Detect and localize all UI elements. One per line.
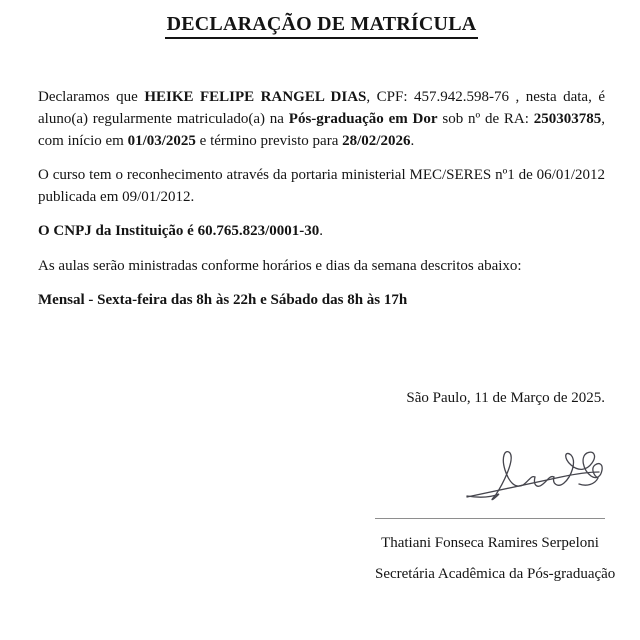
student-name: HEIKE FELIPE RANGEL DIAS xyxy=(144,89,367,105)
intro-line-1 xyxy=(38,86,605,108)
cpf-value: 457.942.598-76 xyxy=(414,89,510,105)
schedule-paragraph: Mensal - Sexta-feira das 8h às 22h e Sábado das 8h às 17h xyxy=(38,292,408,308)
text-run: , nesta data, é xyxy=(509,89,605,105)
signatory-role: Secretária Acadêmica da Pós-graduação xyxy=(375,566,616,582)
cnpj-paragraph xyxy=(38,220,605,242)
text-run: Declaramos que xyxy=(38,89,145,105)
text-run: e término previsto para xyxy=(195,133,343,149)
text-run: com início em xyxy=(38,133,128,149)
cnpj-value: O CNPJ da Instituição é 60.765.823/0001-30 xyxy=(38,223,320,239)
start-date: 01/03/2025 xyxy=(127,133,196,149)
text-run: aluno(a) regularmente matriculado(a) na xyxy=(38,111,289,127)
document-title xyxy=(38,12,605,39)
handwritten-signature-icon xyxy=(465,448,605,503)
course-name: Pós-graduação em Dor xyxy=(288,111,438,127)
text-run: , xyxy=(601,111,605,127)
text-run: , CPF: xyxy=(366,89,415,105)
signature-block xyxy=(375,448,616,585)
recognition-paragraph xyxy=(38,164,605,208)
document-title-text: DECLARAÇÃO DE MATRÍCULA xyxy=(165,12,479,39)
text-run: . xyxy=(319,223,323,239)
schedule-note-paragraph: As aulas serão ministradas conforme horários e dias da semana descritos abaixo: xyxy=(38,258,522,274)
intro-line-3 xyxy=(38,130,605,152)
text-run: . xyxy=(410,133,415,149)
signature-line xyxy=(375,518,605,519)
date-line: São Paulo, 11 de Março de 2025. xyxy=(406,390,605,406)
end-date: 28/02/2026 xyxy=(342,133,411,149)
intro-paragraph xyxy=(38,86,605,152)
ra-number: 250303785 xyxy=(533,111,602,127)
recognition-line-1: O curso tem o reconhecimento através da portaria ministerial MEC/SERES nº1 de 06/01/2012 xyxy=(38,167,605,183)
text-run: sob nº de RA: xyxy=(437,111,534,127)
recognition-line-2: publicada em 09/01/2012. xyxy=(38,189,195,205)
intro-line-2 xyxy=(38,108,605,130)
signatory-name: Thatiani Fonseca Ramires Serpeloni xyxy=(381,535,599,551)
